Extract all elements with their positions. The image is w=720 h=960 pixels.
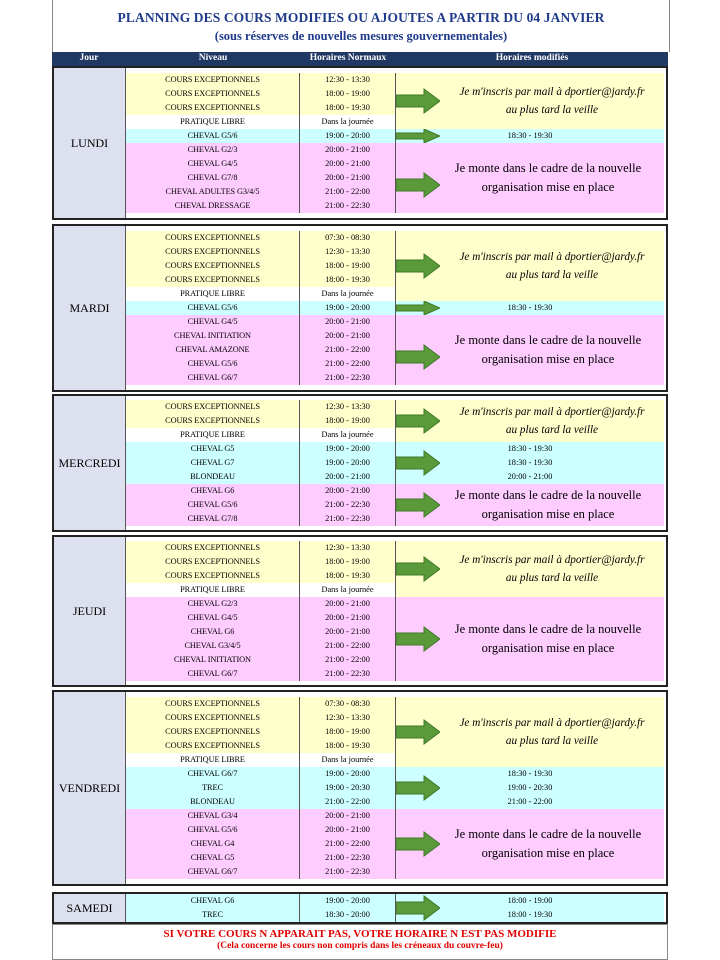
day-label: SAMEDI: [54, 894, 126, 922]
normal-time-cell: 20:00 - 21:00: [300, 484, 396, 498]
table-row: [126, 301, 664, 315]
normal-time-cell: 21:00 - 22:00: [300, 639, 396, 653]
level-cell: CHEVAL G5/6: [126, 498, 300, 512]
normal-time-cell: 18:00 - 19:30: [300, 569, 396, 583]
green-arrow-icon: [396, 830, 440, 858]
note-line: organisation mise en place: [481, 180, 615, 194]
level-cell: COURS EXCEPTIONNELS: [126, 569, 300, 583]
level-cell: CHEVAL INITIATION: [126, 329, 300, 343]
normal-time-cell: 20:00 - 21:00: [300, 597, 396, 611]
normal-time-cell: 18:00 - 19:00: [300, 414, 396, 428]
header-level: Niveau: [198, 53, 228, 63]
normal-time-cell: 20:00 - 21:00: [300, 171, 396, 185]
table-header: [52, 52, 668, 66]
normal-time-cell: Dans la journée: [300, 115, 396, 129]
level-cell: CHEVAL G6/7: [126, 371, 300, 385]
level-cell: CHEVAL G6/7: [126, 865, 300, 879]
level-cell: CHEVAL G7/8: [126, 512, 300, 526]
note-line: Je m'inscris par mail à dportier@jardy.fr: [459, 406, 645, 418]
note-line: au plus tard la veille: [505, 572, 599, 584]
level-cell: CHEVAL ADULTES G3/4/5: [126, 185, 300, 199]
normal-time-cell: 19:00 - 20:30: [300, 781, 396, 795]
table-row: [126, 129, 664, 143]
normal-time-cell: 12:30 - 13:30: [300, 541, 396, 555]
normal-time-cell: 21:00 - 22:00: [300, 357, 396, 371]
day-label: MARDI: [54, 226, 126, 390]
level-cell: COURS EXCEPTIONNELS: [126, 231, 300, 245]
level-cell: CHEVAL G5/6: [126, 129, 300, 143]
note-line: Je m'inscris par mail à dportier@jardy.fr: [459, 251, 645, 263]
normal-time-cell: 20:00 - 21:00: [300, 470, 396, 484]
normal-time-cell: 20:00 - 21:00: [300, 315, 396, 329]
normal-time-cell: 12:30 - 13:30: [300, 400, 396, 414]
note-line: Je monte dans le cadre de la nouvelle: [454, 488, 642, 502]
normal-time-cell: 18:00 - 19:00: [300, 555, 396, 569]
level-cell: CHEVAL G5: [126, 851, 300, 865]
modified-time-cell: 18:30 - 19:30: [396, 442, 664, 456]
note-line: au plus tard la veille: [505, 735, 599, 747]
level-cell: COURS EXCEPTIONNELS: [126, 101, 300, 115]
level-cell: CHEVAL G4/5: [126, 157, 300, 171]
level-cell: PRATIQUE LIBRE: [126, 753, 300, 767]
title-box: [52, 0, 670, 52]
level-cell: COURS EXCEPTIONNELS: [126, 555, 300, 569]
normal-time-cell: 18:00 - 19:00: [300, 725, 396, 739]
green-arrow-icon: [396, 491, 440, 519]
normal-time-cell: 20:00 - 21:00: [300, 823, 396, 837]
level-cell: CHEVAL G5: [126, 442, 300, 456]
day-block-samedi: [52, 892, 668, 924]
note-line: Je m'inscris par mail à dportier@jardy.fr: [459, 86, 645, 98]
table-row: [126, 470, 664, 484]
day-label: MERCREDI: [54, 396, 126, 530]
normal-time-cell: 20:00 - 21:00: [300, 809, 396, 823]
level-cell: CHEVAL G5/6: [126, 823, 300, 837]
level-cell: COURS EXCEPTIONNELS: [126, 73, 300, 87]
green-arrow-icon: [396, 718, 440, 746]
green-arrow-icon: [396, 343, 440, 371]
table-row: [126, 442, 664, 456]
green-arrow-icon: [396, 87, 440, 115]
green-arrow-icon: [396, 449, 440, 477]
normal-time-cell: 19:00 - 20:00: [300, 301, 396, 315]
normal-time-cell: 12:30 - 13:30: [300, 711, 396, 725]
normal-time-cell: 21:00 - 22:00: [300, 653, 396, 667]
footer-line2: (Cela concerne les cours non compris dans les créneaux du couvre-feu): [217, 941, 503, 951]
green-arrow-icon: [396, 301, 440, 315]
level-cell: CHEVAL AMAZONE: [126, 343, 300, 357]
level-cell: CHEVAL G2/3: [126, 143, 300, 157]
level-cell: COURS EXCEPTIONNELS: [126, 414, 300, 428]
level-cell: TREC: [126, 781, 300, 795]
modified-time-cell: 18:30 - 19:30: [396, 767, 664, 781]
green-arrow-icon: [396, 407, 440, 435]
normal-time-cell: 21:00 - 22:00: [300, 185, 396, 199]
table-row: [126, 795, 664, 809]
level-cell: CHEVAL G6: [126, 484, 300, 498]
level-cell: COURS EXCEPTIONNELS: [126, 87, 300, 101]
normal-time-cell: 18:00 - 19:00: [300, 259, 396, 273]
normal-time-cell: 21:00 - 22:30: [300, 199, 396, 213]
normal-time-cell: 21:00 - 22:30: [300, 512, 396, 526]
header-day: Jour: [79, 53, 99, 63]
green-arrow-icon: [396, 555, 440, 583]
normal-time-cell: 21:00 - 22:00: [300, 343, 396, 357]
note-line: au plus tard la veille: [505, 104, 599, 116]
day-block-mercredi: [52, 394, 668, 532]
day-label: JEUDI: [54, 537, 126, 685]
level-cell: COURS EXCEPTIONNELS: [126, 273, 300, 287]
level-cell: COURS EXCEPTIONNELS: [126, 400, 300, 414]
normal-time-cell: 21:00 - 22:30: [300, 371, 396, 385]
level-cell: COURS EXCEPTIONNELS: [126, 697, 300, 711]
modified-time-cell: 19:00 - 20:30: [396, 781, 664, 795]
note-line: au plus tard la veille: [505, 424, 599, 436]
normal-time-cell: 07:30 - 08:30: [300, 697, 396, 711]
level-cell: TREC: [126, 908, 300, 922]
level-cell: CHEVAL G4: [126, 837, 300, 851]
normal-time-cell: 21:00 - 22:00: [300, 837, 396, 851]
normal-time-cell: 12:30 - 13:30: [300, 73, 396, 87]
normal-time-cell: 19:00 - 20:00: [300, 767, 396, 781]
note-line: Je monte dans le cadre de la nouvelle: [454, 333, 642, 347]
normal-time-cell: Dans la journée: [300, 428, 396, 442]
normal-time-cell: 18:00 - 19:30: [300, 739, 396, 753]
normal-time-cell: 07:30 - 08:30: [300, 231, 396, 245]
level-cell: CHEVAL G3/4/5: [126, 639, 300, 653]
day-label: LUNDI: [54, 68, 126, 218]
level-cell: CHEVAL G4/5: [126, 611, 300, 625]
note-line: Je m'inscris par mail à dportier@jardy.fr: [459, 554, 645, 566]
schedule-page: [52, 0, 668, 960]
note-line: Je monte dans le cadre de la nouvelle: [454, 827, 642, 841]
green-arrow-icon: [396, 625, 440, 653]
page-subtitle: (sous réserves de nouvelles mesures gouvernementales): [214, 29, 508, 43]
footer-note: [52, 924, 668, 960]
note-line: organisation mise en place: [481, 352, 615, 366]
normal-time-cell: 21:00 - 22:00: [300, 795, 396, 809]
table-row: [126, 767, 664, 781]
level-cell: CHEVAL G6: [126, 894, 300, 908]
normal-time-cell: Dans la journée: [300, 287, 396, 301]
normal-time-cell: 21:00 - 22:30: [300, 865, 396, 879]
level-cell: COURS EXCEPTIONNELS: [126, 259, 300, 273]
modified-time-cell: 21:00 - 22:00: [396, 795, 664, 809]
level-cell: CHEVAL G2/3: [126, 597, 300, 611]
level-cell: CHEVAL G6: [126, 625, 300, 639]
level-cell: PRATIQUE LIBRE: [126, 115, 300, 129]
normal-time-cell: 12:30 - 13:30: [300, 245, 396, 259]
table-row: [126, 894, 664, 908]
level-cell: COURS EXCEPTIONNELS: [126, 245, 300, 259]
level-cell: CHEVAL INITIATION: [126, 653, 300, 667]
normal-time-cell: 19:00 - 20:00: [300, 129, 396, 143]
green-arrow-icon: [396, 129, 440, 143]
modified-time-cell: 18:30 - 19:30: [396, 456, 664, 470]
modified-time-cell: 18:30 - 19:30: [396, 301, 664, 315]
normal-time-cell: 20:00 - 21:00: [300, 329, 396, 343]
modified-time-cell: 18:30 - 19:30: [396, 129, 664, 143]
normal-time-cell: 21:00 - 22:30: [300, 851, 396, 865]
normal-time-cell: 20:00 - 21:00: [300, 143, 396, 157]
level-cell: COURS EXCEPTIONNELS: [126, 725, 300, 739]
level-cell: PRATIQUE LIBRE: [126, 287, 300, 301]
level-cell: CHEVAL G6/7: [126, 767, 300, 781]
note-line: Je m'inscris par mail à dportier@jardy.fr: [459, 717, 645, 729]
level-cell: CHEVAL G4/5: [126, 315, 300, 329]
level-cell: PRATIQUE LIBRE: [126, 428, 300, 442]
day-block-mardi: [52, 224, 668, 392]
normal-time-cell: 19:00 - 20:00: [300, 894, 396, 908]
page-title: PLANNING DES COURS MODIFIES OU AJOUTES A PARTIR DU 04 JANVIER: [117, 10, 605, 25]
note-line: organisation mise en place: [481, 507, 615, 521]
note-line: Je monte dans le cadre de la nouvelle: [454, 161, 642, 175]
table-row: [126, 456, 664, 470]
level-cell: CHEVAL DRESSAGE: [126, 199, 300, 213]
table-row: [126, 908, 664, 922]
normal-time-cell: 20:00 - 21:00: [300, 611, 396, 625]
green-arrow-icon: [396, 894, 440, 922]
note-line: au plus tard la veille: [505, 269, 599, 281]
level-cell: CHEVAL G7: [126, 456, 300, 470]
day-label: VENDREDI: [54, 692, 126, 884]
normal-time-cell: Dans la journée: [300, 753, 396, 767]
level-cell: COURS EXCEPTIONNELS: [126, 711, 300, 725]
level-cell: BLONDEAU: [126, 470, 300, 484]
level-cell: CHEVAL G5/6: [126, 301, 300, 315]
normal-time-cell: 20:00 - 21:00: [300, 157, 396, 171]
day-block-vendredi: [52, 690, 668, 886]
green-arrow-icon: [396, 252, 440, 280]
level-cell: COURS EXCEPTIONNELS: [126, 541, 300, 555]
green-arrow-icon: [396, 774, 440, 802]
header-normal: Horaires Normaux: [309, 53, 387, 63]
note-line: organisation mise en place: [481, 846, 615, 860]
level-cell: COURS EXCEPTIONNELS: [126, 739, 300, 753]
level-cell: CHEVAL G5/6: [126, 357, 300, 371]
normal-time-cell: 20:00 - 21:00: [300, 625, 396, 639]
footer-line1: SI VOTRE COURS N APPARAIT PAS, VOTRE HORAIRE N EST PAS MODIFIE: [163, 928, 557, 940]
note-line: organisation mise en place: [481, 641, 615, 655]
normal-time-cell: 21:00 - 22:30: [300, 667, 396, 681]
header-modified: Horaires modifiés: [495, 53, 569, 63]
table-row: [126, 781, 664, 795]
normal-time-cell: 19:00 - 20:00: [300, 456, 396, 470]
day-block-jeudi: [52, 535, 668, 687]
day-block-lundi: [52, 66, 668, 220]
normal-time-cell: 18:30 - 20:00: [300, 908, 396, 922]
level-cell: CHEVAL G7/8: [126, 171, 300, 185]
normal-time-cell: 19:00 - 20:00: [300, 442, 396, 456]
modified-time-cell: 18:00 - 19:00: [396, 894, 664, 908]
normal-time-cell: Dans la journée: [300, 583, 396, 597]
modified-time-cell: 18:00 - 19:30: [396, 908, 664, 922]
normal-time-cell: 18:00 - 19:30: [300, 273, 396, 287]
level-cell: CHEVAL G3/4: [126, 809, 300, 823]
green-arrow-icon: [396, 171, 440, 199]
normal-time-cell: 18:00 - 19:00: [300, 87, 396, 101]
normal-time-cell: 21:00 - 22:30: [300, 498, 396, 512]
level-cell: CHEVAL G6/7: [126, 667, 300, 681]
level-cell: PRATIQUE LIBRE: [126, 583, 300, 597]
normal-time-cell: 18:00 - 19:30: [300, 101, 396, 115]
level-cell: BLONDEAU: [126, 795, 300, 809]
modified-time-cell: 20:00 - 21:00: [396, 470, 664, 484]
note-line: Je monte dans le cadre de la nouvelle: [454, 622, 642, 636]
